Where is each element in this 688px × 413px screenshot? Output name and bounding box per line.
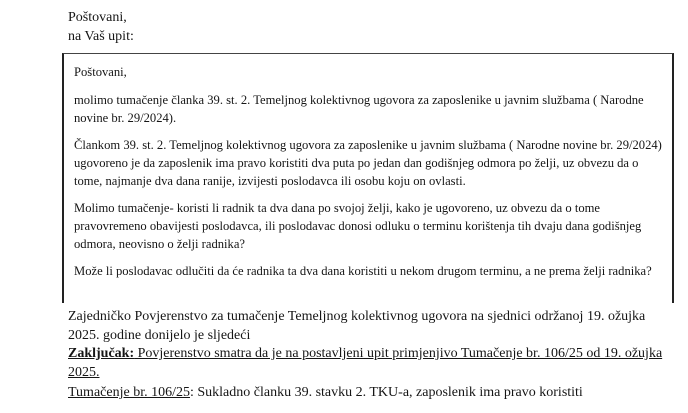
greeting-subject: na Vaš upit: (68, 29, 134, 44)
quoted-query-box (62, 53, 674, 303)
conclusion-text: Povjerenstvo smatra da je na postavljeni upit primjenjivo Tumačenje br. 106/25 od 19. ožujka 2025. (68, 346, 663, 380)
query-salutation: Poštovani, (74, 65, 127, 79)
conclusion (68, 344, 678, 382)
greeting-salutation: Poštovani, (68, 10, 127, 25)
commission-intro: Zajedničko Povjerenstvo za tumačenje Temeljnog kolektivnog ugovora na sjednici održanoj 19. ožujka 2025. godine donijelo je sljedeći (68, 309, 646, 343)
interpretation-line (68, 383, 688, 402)
query-paragraph-4: Može li poslodavac odlučiti da će radnika ta dva dana koristiti u nekom drugom terminu, a ne prema želji radnika? (74, 264, 652, 278)
interpretation-text: : Sukladno članku 39. stavku 2. TKU-a, zaposlenik ima pravo koristiti (189, 385, 583, 400)
query-paragraph-3: Molimo tumačenje- koristi li radnik ta dva dana po svojoj želji, kako je ugovoreno, uz obvezu da o tome pravovremeno obavijesti poslodavca, ili poslodavac donosi odluku o terminu korištenja tih dvaju dana godišnjeg odmora, neovisno o želji radnika? (74, 201, 642, 251)
interpretation-ref: Tumačenje br. 106/25 (68, 385, 190, 400)
conclusion-label: Zaključak: (68, 346, 135, 361)
query-paragraph-2: Člankom 39. st. 2. Temeljnog kolektivnog ugovora za zaposlenike u javnim službama ( Narodne novine br. 29/2024) ugovoreno je da zaposlenik ima pravo koristiti dva puta po jedan dan godišnjeg odmora po želji, uz obvezu da o tome, najmanje dva dana ranije, izvijesti poslodavca ili osobu koju on ovlasti. (74, 138, 662, 188)
letter-greeting (68, 8, 134, 46)
query-paragraph-1: molimo tumačenje članka 39. st. 2. Temeljnog kolektivnog ugovora za zaposlenike u javnim službama ( Narodne novine br. 29/2024). (74, 93, 644, 125)
